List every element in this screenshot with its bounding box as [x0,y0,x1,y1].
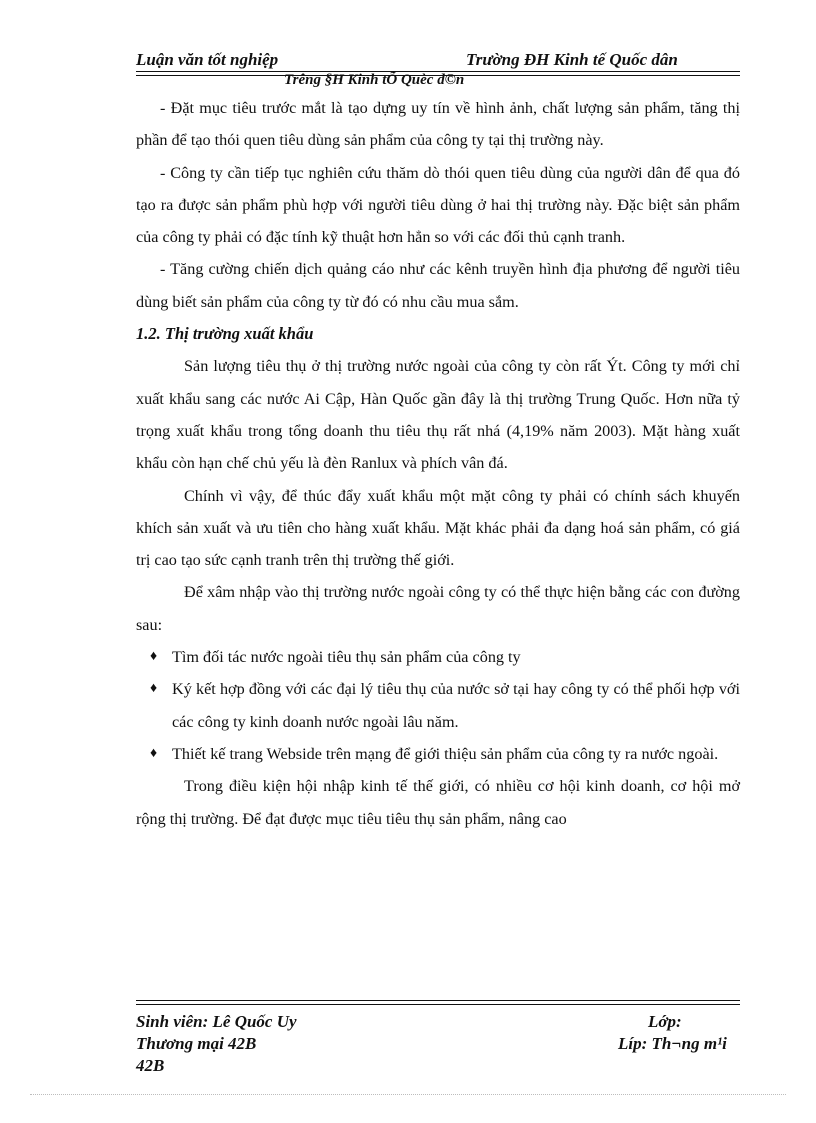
footer-class-code: 42B [136,1056,165,1075]
header-thesis-title: Luận văn tốt nghiệp [136,50,279,69]
footer-class-garbled: Líp: Th¬ng m¹i [618,1034,727,1053]
header-garbled-university: Trêng §H Kinh tÕ Quèc d©n [284,72,465,88]
list-item [136,673,740,738]
document-body [136,92,740,835]
paragraph-integration: Trong điều kiện hội nhập kinh tế thế giới, có nhiều cơ hội kinh doanh, cơ hội mở rộng thị trường. Để đạt được mục tiêu tiêu thụ sản phẩm, nâng cao [136,777,740,828]
paragraph-export-policy: Chính vì vậy, để thúc đẩy xuất khẩu một mặt công ty phải có chính sách khuyến khích sản xuất và ưu tiên cho hàng xuất khẩu. Mặt khác phải đa dạng hoá sản phẩm, có giá trị cao tạo sức cạnh tranh trên thị trường thế giới. [136,486,740,570]
footer-major: Thương mại 42B [136,1034,257,1053]
diamond-bullet-icon: ♦ [150,745,158,761]
paragraph-export-volume: Sản lượng tiêu thụ ở thị trường nước ngoài của công ty còn rất Ýt. Công ty mới chỉ xuất khẩu sang các nước Ai Cập, Hàn Quốc gần đây là thị trường Trung Quốc. Hơn nữa tỷ trọng xuất khẩu trong tổng doanh thu tiêu thụ rất nhá (4,19% năm 2003). Mặt hàng xuất khẩu còn hạn chế chủ yếu là đèn Ranlux và phích vân đá. [136,357,740,473]
list-item [136,641,740,673]
bullet-text-sign-contracts: Ký kết hợp đồng với các đại lý tiêu thụ của nước sở tại hay công ty có thể phối hợp với các công ty kinh doanh nước ngoài lâu năm. [172,680,740,731]
diamond-bullet-icon: ♦ [150,649,158,665]
footer-class-label: Lớp: [648,1012,682,1031]
paragraph-research-habits: - Công ty cần tiếp tục nghiên cứu thăm dò thói quen tiêu dùng của người dân để qua đó tạo ra được sản phẩm phù hợp với người tiêu dùng ở hai thị trường này. Đặc biệt sản phẩm của công ty phải có đặc tính kỹ thuật hơn hẳn so với các đối thủ cạnh tranh. [136,163,740,247]
paragraph-advertising: - Tăng cường chiến dịch quảng cáo như các kênh truyền hình địa phương để người tiêu dùng biết sản phẩm của công ty từ đó có nhu cầu mua sắm. [136,260,740,311]
paragraph-entry-routes: Để xâm nhập vào thị trường nước ngoài công ty có thể thực hiện bằng các con đường sau: [136,583,740,634]
bullet-list-routes [136,641,740,770]
footer-rule-bottom [136,1004,740,1005]
header-university: Trường ĐH Kinh tế Quốc dân [466,50,678,69]
footer-rule-top [136,1000,740,1001]
bullet-text-find-partners: Tìm đối tác nước ngoài tiêu thụ sản phẩm của công ty [172,648,521,667]
diamond-bullet-icon: ♦ [150,681,158,697]
page-bottom-dotted-divider [30,1094,786,1095]
footer-student-name: Sinh viên: Lê Quốc Uy [136,1012,297,1031]
list-item [136,738,740,770]
paragraph-goal-reputation: - Đặt mục tiêu trước mắt là tạo dựng uy tín về hình ảnh, chất lượng sản phẩm, tăng thị phần để tạo thói quen tiêu dùng sản phẩm của công ty tại thị trường này. [136,99,740,150]
bullet-text-website: Thiết kế trang Webside trên mạng để giới thiệu sản phẩm của công ty ra nước ngoài. [172,744,719,763]
section-heading-export-market: 1.2. Thị trường xuất khẩu [136,324,314,344]
